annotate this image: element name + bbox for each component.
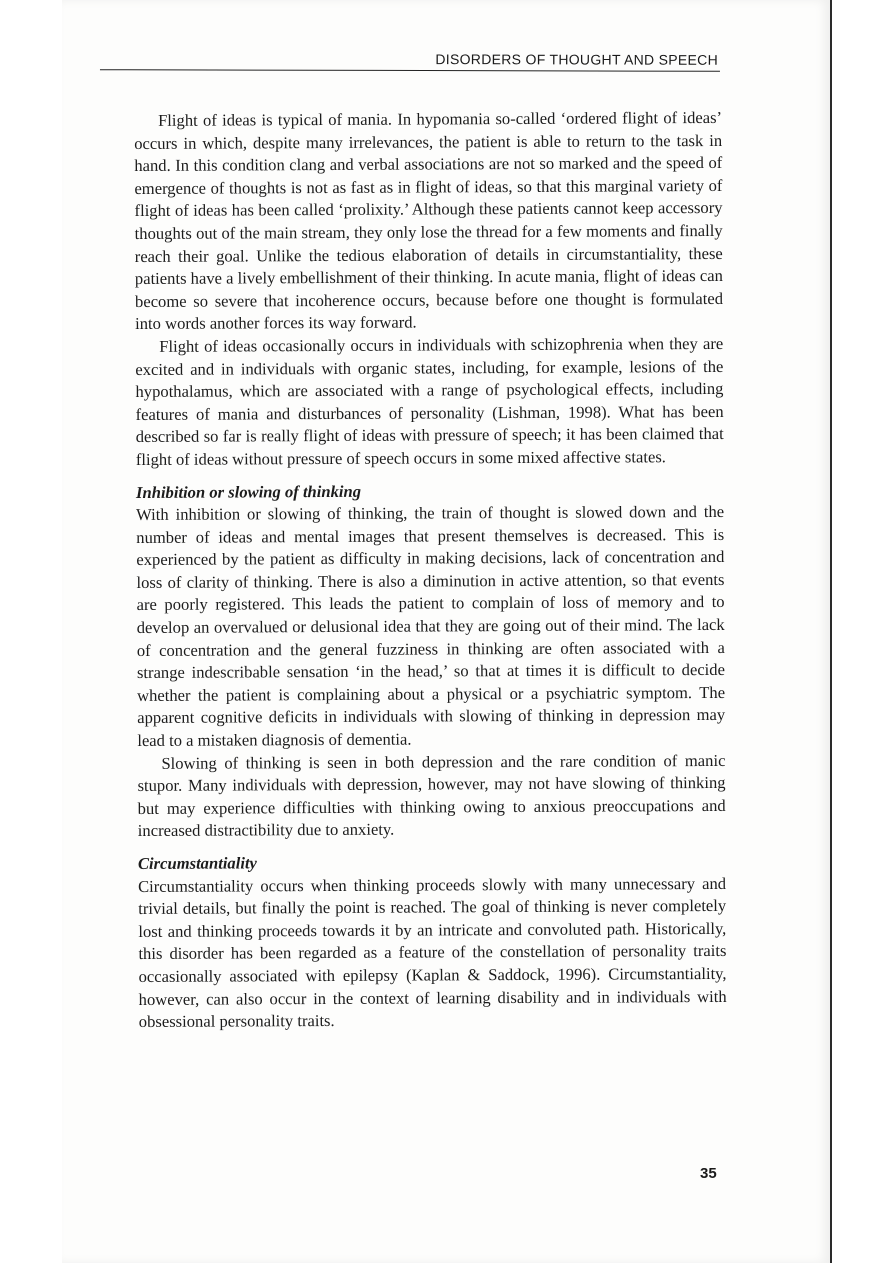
paragraph-flight-of-ideas-mania: Flight of ideas is typical of mania. In hypomania so-called ‘ordered flight of ideas’ occurs in which, despite many irrelevances, the patient is able to return to the task in hand. In this condition clang and verbal associations are not so marked and the speed of emergence of thoughts is not as fast as in flight of ideas, so that this marginal variety of flight of ideas has been called ‘prolixity.’ Although these patients cannot keep accessory thoughts out of the main stream, they only lose the thread for a few moments and finally reach their goal. Unlike the tedious elaboration of details in circumstantiality, these patients have a lively embellishment of their thinking. In acute mania, flight of ideas can become so severe that incoherence occurs, because before one thought is formulated into words another forces its way forward.	[134, 107, 724, 334]
heading-inhibition-slowing: Inhibition or slowing of thinking	[135, 481, 362, 502]
paragraph-flight-of-ideas-schizophrenia: Flight of ideas occasionally occurs in individuals with schizophrenia when they are excited and in individuals with organic states, including, for example, lesions of the hypothalamus, which are associated with a range of psychological effects, including features of mania and disturbances of personality (Lishman, 1998). What has been described so far is really flight of ideas with pressure of speech; it has been claimed that flight of ideas without pressure of speech occurs in some mixed affective states.	[135, 333, 724, 469]
paragraph-circumstantiality: Circumstantiality occurs when thinking proceeds slowly with many unnecessary and trivial details, but finally the point is reached. The goal of thinking is never completely lost and thinking proceeds towards it by an intricate and convoluted path. Historically, this disorder has been regarded as a feature of the constellation of personality traits occasionally associated with epilepsy (Kaplan & Saddock, 1996). Circumstantiality, however, can also occur in the context of learning disability and in individuals with obsessional personality traits.	[138, 873, 727, 1032]
running-header	[100, 47, 720, 72]
running-title: DISORDERS OF THOUGHT AND SPEECH	[435, 51, 719, 68]
paragraph-slowing-depression: Slowing of thinking is seen in both depression and the rare condition of manic stupor. Many individuals with depression, however, may not have slowing of thinking but may experience difficulties with thinking owing to anxious preoccupations and increased distractibility due to anxiety.	[137, 750, 726, 841]
paragraph-inhibition-description: With inhibition or slowing of thinking, the train of thought is slowed down and the number of ideas and mental images that present themselves is decreased. This is experienced by the patient as difficulty in making decisions, lack of concentration and loss of clarity of thinking. There is also a diminution in active attention, so that events are poorly registered. This leads the patient to complain of loss of memory and to develop an overvalued or delusional idea that they are going out of their mind. The lack of concentration and the general fuzziness in thinking are often associated with a strange indescribable sensation ‘in the head,’ so that at times it is difficult to decide whether the patient is complaining about a physical or a psychiatric symptom. The apparent cognitive deficits in individuals with slowing of thinking in depression may lead to a mistaken diagnosis of dementia.	[136, 502, 726, 751]
body-text	[134, 107, 727, 1034]
page-number: 35	[700, 1165, 717, 1182]
heading-circumstantiality: Circumstantiality	[137, 853, 257, 873]
